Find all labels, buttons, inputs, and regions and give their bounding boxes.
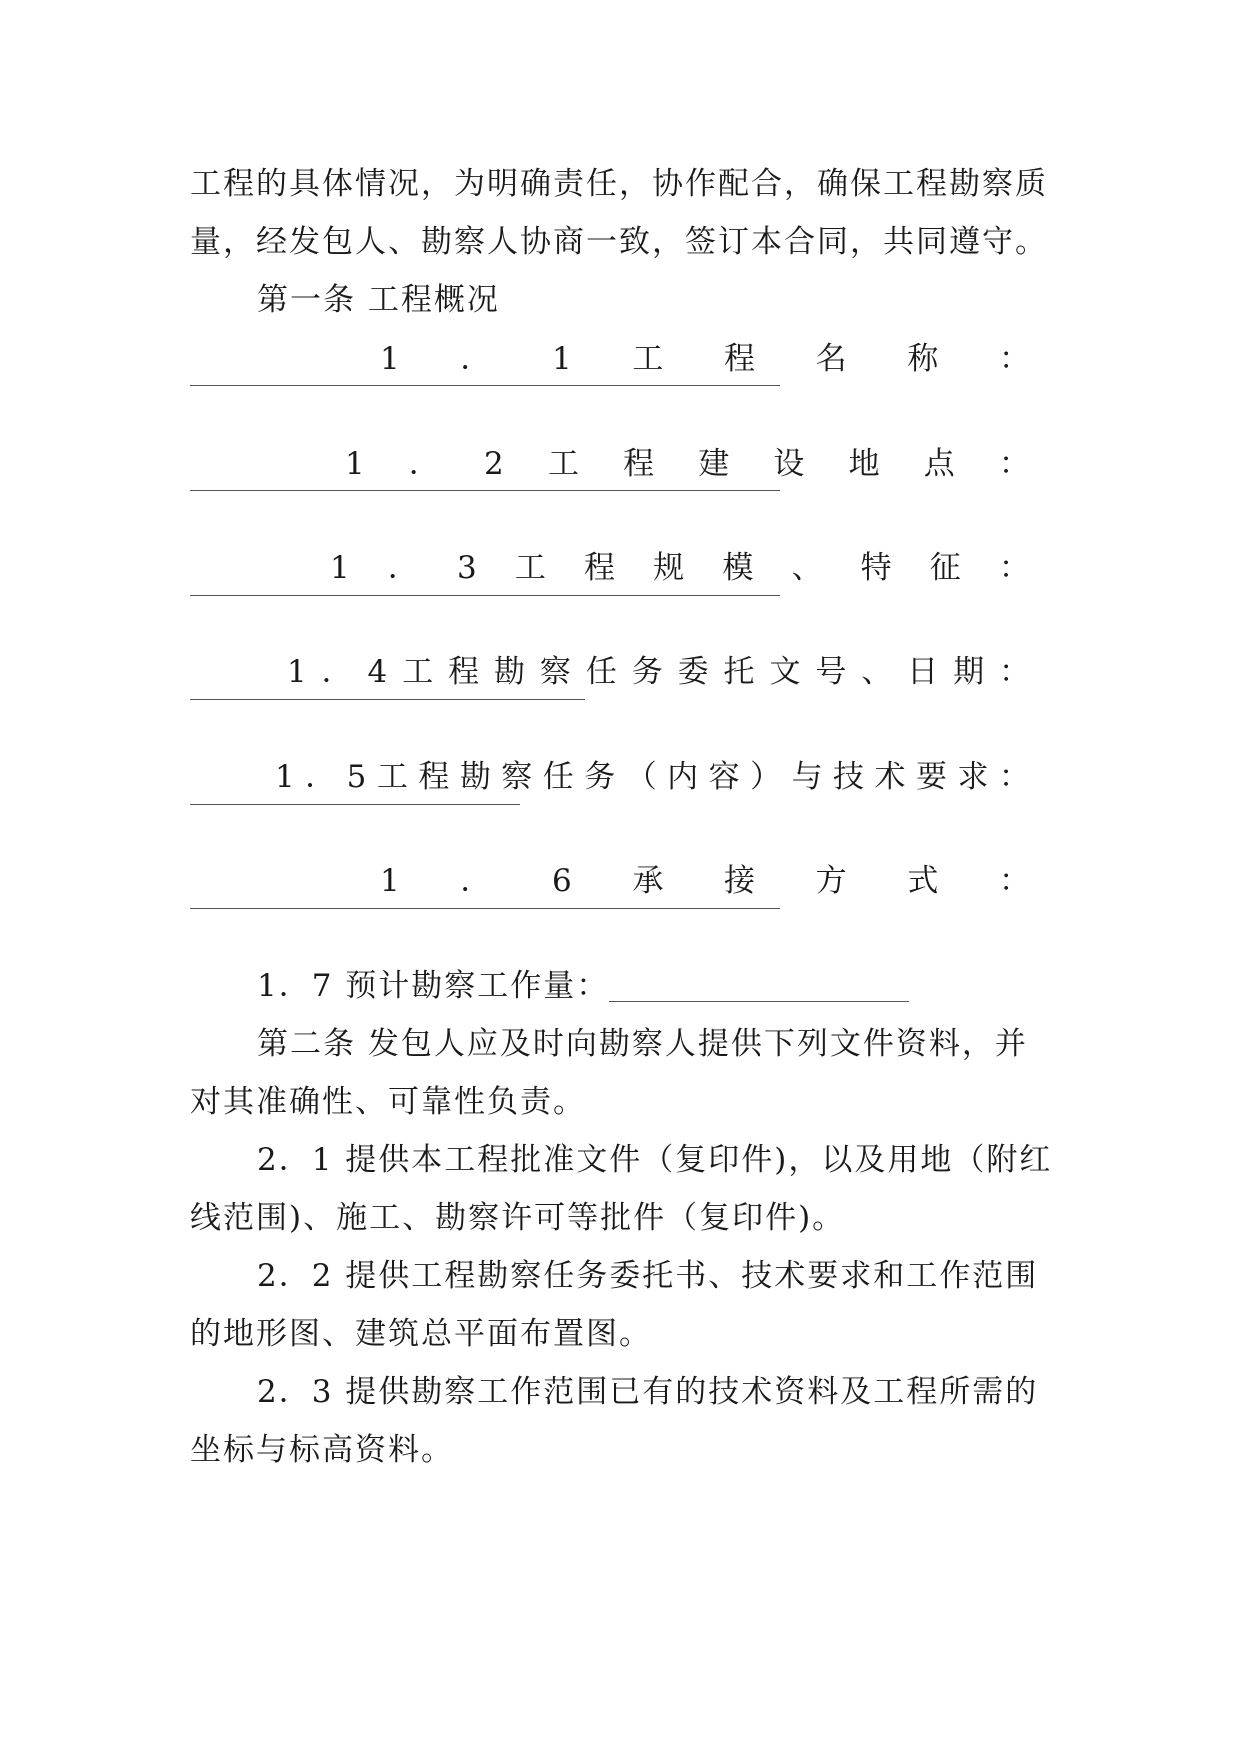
i15-char: ： xyxy=(998,759,1030,795)
intro-line-1: 工程的具体情况，为明确责任，协作配合，确保工程勘察质 xyxy=(190,166,1048,202)
i15-char: 术 xyxy=(874,759,906,795)
i15-char: ） xyxy=(750,759,782,795)
item-1-3-label xyxy=(330,548,1030,588)
i11-char: 称 xyxy=(907,341,939,377)
i11-char: ： xyxy=(998,341,1030,377)
i11-char: 名 xyxy=(815,341,847,377)
i14-char: 号 xyxy=(815,654,847,690)
i14-char: 1 xyxy=(287,654,307,690)
i14-char: 文 xyxy=(769,654,801,690)
item-1-4-blank xyxy=(190,699,585,700)
i11-char: 1 xyxy=(552,341,572,377)
i15-char: 工 xyxy=(376,759,408,795)
i11-char: 1 xyxy=(380,341,400,377)
i15-char: 1 xyxy=(275,759,295,795)
i11-char: 程 xyxy=(724,341,756,377)
i13-char: 3 xyxy=(457,550,477,586)
i15-char: 求 xyxy=(957,759,989,795)
i16-char: 方 xyxy=(815,863,847,899)
i15-char: 5 xyxy=(346,759,367,795)
i14-char: 托 xyxy=(723,654,755,690)
i14-char: ． xyxy=(321,654,353,690)
i16-char: 6 xyxy=(552,863,572,899)
i14-char: 日 xyxy=(907,654,939,690)
i14-char: 察 xyxy=(539,654,571,690)
item-1-5-blank xyxy=(190,804,520,805)
i15-char: 与 xyxy=(791,759,823,795)
item-1-7-label: 1．7 预计勘察工作量： xyxy=(257,968,610,1004)
i14-char: 任 xyxy=(585,654,617,690)
i12-char: 建 xyxy=(698,446,730,482)
i12-char: 程 xyxy=(623,446,655,482)
item-1-4-label xyxy=(287,652,1030,692)
i15-char: 务 xyxy=(584,759,616,795)
i15-char: ． xyxy=(305,759,337,795)
item-2-1-line-2: 线范围)、施工、勘察许可等批件（复印件)。 xyxy=(190,1200,846,1236)
i16-char: 1 xyxy=(380,863,400,899)
i15-char: 任 xyxy=(542,759,574,795)
i13-char: 、 xyxy=(791,550,823,586)
i12-char: 地 xyxy=(848,446,880,482)
item-1-7-blank xyxy=(609,971,909,1002)
i13-char: 征 xyxy=(929,550,961,586)
item-1-2-blank xyxy=(190,490,780,491)
item-2-3-line-2: 坐标与标高资料。 xyxy=(190,1432,454,1468)
i15-char: 技 xyxy=(833,759,865,795)
item-1-6-blank xyxy=(190,908,780,909)
i12-char: 设 xyxy=(773,446,805,482)
i14-char: 程 xyxy=(448,654,480,690)
i16-char: 承 xyxy=(632,863,664,899)
item-1-2-label xyxy=(345,444,1030,484)
article-2-line-1: 第二条 发包人应及时向勘察人提供下列文件资料，并 xyxy=(257,1026,1028,1062)
i11-char: 工 xyxy=(632,341,664,377)
i14-char: 4 xyxy=(367,654,388,690)
i13-char: ． xyxy=(387,550,419,586)
i13-char: 程 xyxy=(584,550,616,586)
item-2-2-line-1: 2．2 提供工程勘察任务委托书、技术要求和工作范围 xyxy=(257,1258,1039,1294)
i11-char: ． xyxy=(460,341,492,377)
i16-char: ． xyxy=(460,863,492,899)
i15-char: 勘 xyxy=(459,759,491,795)
i15-char: 察 xyxy=(501,759,533,795)
i14-char: 委 xyxy=(677,654,709,690)
i12-char: 点 xyxy=(923,446,955,482)
i12-char: 工 xyxy=(547,446,579,482)
i12-char: 1 xyxy=(345,446,365,482)
i15-char: 容 xyxy=(708,759,740,795)
i12-char: ： xyxy=(998,446,1030,482)
item-1-7 xyxy=(257,966,1050,1006)
i13-char: 规 xyxy=(653,550,685,586)
item-2-2-line-2: 的地形图、建筑总平面布置图。 xyxy=(190,1316,652,1352)
item-1-1-blank xyxy=(190,385,780,386)
intro-line-2: 量，经发包人、勘察人协商一致，签订本合同，共同遵守。 xyxy=(190,224,1048,260)
i14-char: 务 xyxy=(631,654,663,690)
item-1-3-blank xyxy=(190,595,780,596)
i16-char: ： xyxy=(998,863,1030,899)
i14-char: 勘 xyxy=(494,654,525,690)
i12-char: ． xyxy=(408,446,440,482)
article-2-line-2: 对其准确性、可靠性负责。 xyxy=(190,1084,586,1120)
i12-char: 2 xyxy=(484,446,504,482)
i15-char: 程 xyxy=(418,759,450,795)
i13-char: 工 xyxy=(514,550,546,586)
item-2-1-line-1: 2．1 提供本工程批准文件（复印件)，以及用地（附红 xyxy=(257,1142,1053,1178)
i16-char: 接 xyxy=(724,863,756,899)
item-1-1-label xyxy=(380,339,1030,379)
item-1-5-label xyxy=(275,757,1030,797)
i13-char: 模 xyxy=(722,550,754,586)
i15-char: 内 xyxy=(667,759,699,795)
article-1-title: 第一条 工程概况 xyxy=(257,282,500,318)
i15-char: 要 xyxy=(915,759,947,795)
i15-char: （ xyxy=(625,759,657,795)
i14-char: ： xyxy=(998,654,1030,690)
item-2-3-line-1: 2．3 提供勘察工作范围已有的技术资料及工程所需的 xyxy=(257,1374,1039,1410)
i13-char: ： xyxy=(998,550,1030,586)
item-1-6-label xyxy=(380,861,1030,901)
i14-char: 期 xyxy=(953,654,985,690)
i16-char: 式 xyxy=(907,863,939,899)
i14-char: 工 xyxy=(402,654,434,690)
i13-char: 特 xyxy=(860,550,892,586)
i13-char: 1 xyxy=(330,550,350,586)
i14-char: 、 xyxy=(861,654,893,690)
